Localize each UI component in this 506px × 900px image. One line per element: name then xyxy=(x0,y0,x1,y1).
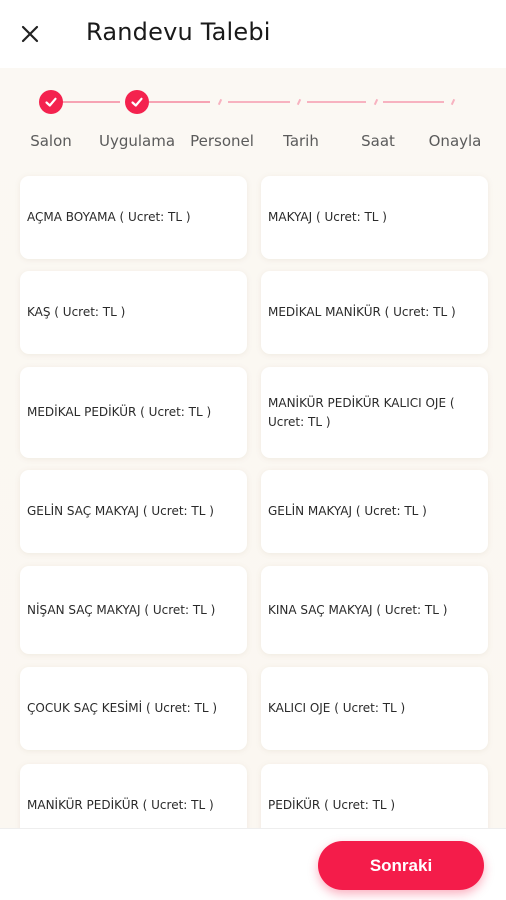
step-pending-marker xyxy=(451,99,455,105)
service-card-label: MANİKÜR PEDİKÜR KALICI OJE ( Ucret: TL ) xyxy=(268,395,455,429)
service-card-label: MANİKÜR PEDİKÜR ( Ucret: TL ) xyxy=(27,798,214,812)
step-connector xyxy=(149,101,210,103)
check-icon xyxy=(44,95,58,109)
step-label[interactable]: Onayla xyxy=(428,132,482,150)
footer-bar xyxy=(0,828,506,900)
app-header xyxy=(0,0,506,68)
service-card[interactable] xyxy=(261,176,488,259)
service-card[interactable] xyxy=(20,271,247,354)
step-label[interactable]: Uygulama xyxy=(98,132,176,150)
close-icon xyxy=(21,25,39,43)
service-card-label: KINA SAÇ MAKYAJ ( Ucret: TL ) xyxy=(268,602,448,617)
service-card[interactable] xyxy=(261,271,488,354)
service-card-label: AÇMA BOYAMA ( Ucret: TL ) xyxy=(27,210,191,224)
step-label[interactable]: Saat xyxy=(361,132,395,150)
service-card[interactable] xyxy=(20,764,247,828)
service-card-label: GELİN SAÇ MAKYAJ ( Ucret: TL ) xyxy=(27,504,214,518)
service-card[interactable] xyxy=(20,667,247,750)
step-connector xyxy=(307,101,366,103)
service-card-label: MAKYAJ ( Ucret: TL ) xyxy=(268,210,387,224)
step-pending-marker xyxy=(218,99,222,105)
service-card-label: MEDİKAL PEDİKÜR ( Ucret: TL ) xyxy=(27,405,212,419)
step-connector xyxy=(383,101,444,103)
service-card-label: KALICI OJE ( Ucret: TL ) xyxy=(268,701,406,715)
step-pending-marker xyxy=(374,99,378,105)
progress-stepper xyxy=(0,68,506,173)
step-connector xyxy=(62,101,120,103)
next-button[interactable]: Sonraki xyxy=(318,841,484,890)
step-label[interactable]: Personel xyxy=(190,132,254,150)
service-card[interactable] xyxy=(261,566,488,654)
service-card[interactable] xyxy=(20,566,247,654)
service-card-label: PEDİKÜR ( Ucret: TL ) xyxy=(268,798,396,812)
service-card[interactable] xyxy=(20,176,247,259)
step-label[interactable]: Salon xyxy=(30,132,72,150)
close-button[interactable] xyxy=(14,18,46,50)
page-title: Randevu Talebi xyxy=(86,18,271,46)
service-card-label: GELİN MAKYAJ ( Ucret: TL ) xyxy=(268,504,427,518)
service-card-label: NİŞAN SAÇ MAKYAJ ( Ucret: TL ) xyxy=(27,602,216,617)
step-done-indicator xyxy=(39,90,63,114)
service-card-label: KAŞ ( Ucret: TL ) xyxy=(27,305,126,319)
service-card[interactable] xyxy=(261,367,488,458)
service-card[interactable] xyxy=(261,667,488,750)
service-card[interactable] xyxy=(20,367,247,458)
service-card[interactable] xyxy=(261,470,488,553)
service-card-label: MEDİKAL MANİKÜR ( Ucret: TL ) xyxy=(268,305,456,319)
service-card-label: ÇOCUK SAÇ KESİMİ ( Ucret: TL ) xyxy=(27,701,218,715)
content-area xyxy=(0,68,506,828)
service-card[interactable] xyxy=(20,470,247,553)
step-pending-marker xyxy=(297,99,301,105)
step-connector xyxy=(228,101,290,103)
check-icon xyxy=(130,95,144,109)
service-card[interactable] xyxy=(261,764,488,828)
step-label[interactable]: Tarih xyxy=(283,132,319,150)
step-done-indicator xyxy=(125,90,149,114)
